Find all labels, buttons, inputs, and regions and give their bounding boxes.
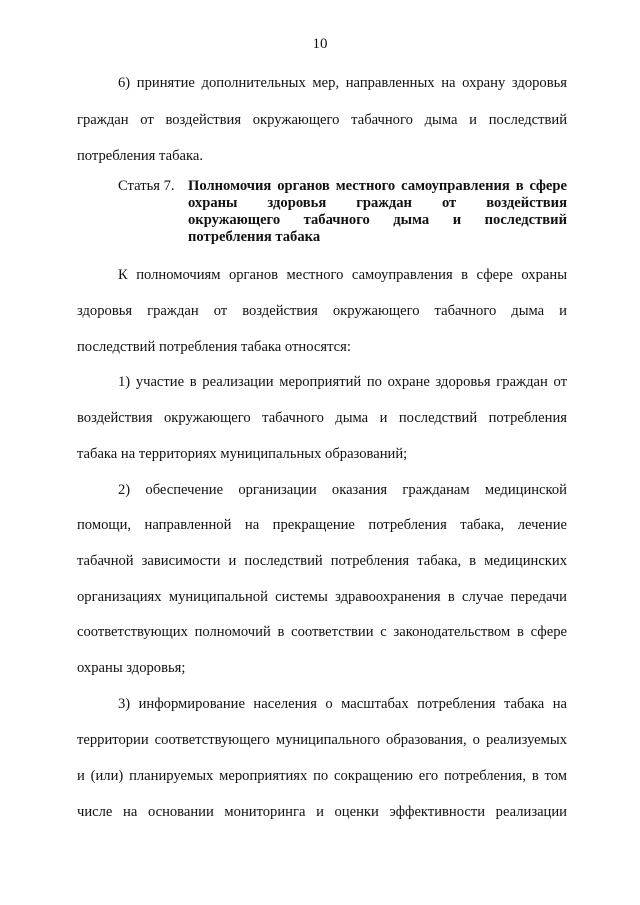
- item-1-line-2: воздействия окружающего табачного дыма и последствий потребления: [77, 410, 567, 426]
- intro-line-2: граждан от воздействия окружающего табачного дыма и последствий: [77, 112, 567, 128]
- item-2-line-3: табачной зависимости и последствий потребления табака, в медицинских: [77, 553, 567, 569]
- item-2-line-6: охраны здоровья;: [77, 660, 186, 676]
- lead-line-3: последствий потребления табака относятся:: [77, 339, 351, 355]
- article-title: [188, 178, 567, 246]
- item-3-line-1: 3) информирование населения о масштабах потребления табака на: [118, 696, 567, 712]
- article-title-line-3: окружающего табачного дыма и последствий: [188, 212, 567, 228]
- lead-line-1: К полномочиям органов местного самоуправления в сфере охраны: [118, 267, 567, 283]
- article-label: Статья 7.: [118, 178, 175, 194]
- item-3-line-2: территории соответствующего муниципального образования, о реализуемых: [77, 732, 567, 748]
- item-1-line-1: 1) участие в реализации мероприятий по охране здоровья граждан от: [118, 374, 567, 390]
- item-1-line-3: табака на территориях муниципальных образований;: [77, 446, 408, 462]
- item-2-line-1: 2) обеспечение организации оказания гражданам медицинской: [118, 482, 567, 498]
- article-title-line-4: потребления табака: [188, 229, 321, 245]
- article-title-line-1: Полномочия органов местного самоуправления в сфере: [188, 178, 567, 194]
- item-2-line-4: организациях муниципальной системы здравоохранения в случае передачи: [77, 589, 567, 605]
- item-3-line-3: и (или) планируемых мероприятиях по сокращению его потребления, в том: [77, 768, 567, 784]
- item-3-line-4: числе на основании мониторинга и оценки эффективности реализации: [77, 804, 567, 820]
- item-2-line-5: соответствующих полномочий в соответствии с законодательством в сфере: [77, 624, 567, 640]
- intro-line-3: потребления табака.: [77, 148, 203, 164]
- intro-line-1: 6) принятие дополнительных мер, направленных на охрану здоровья: [118, 75, 567, 91]
- item-2-line-2: помощи, направленной на прекращение потребления табака, лечение: [77, 517, 567, 533]
- page-number: 10: [312, 36, 328, 52]
- lead-line-2: здоровья граждан от воздействия окружающего табачного дыма и: [77, 303, 567, 319]
- article-title-line-2: охраны здоровья граждан от воздействия: [188, 195, 567, 211]
